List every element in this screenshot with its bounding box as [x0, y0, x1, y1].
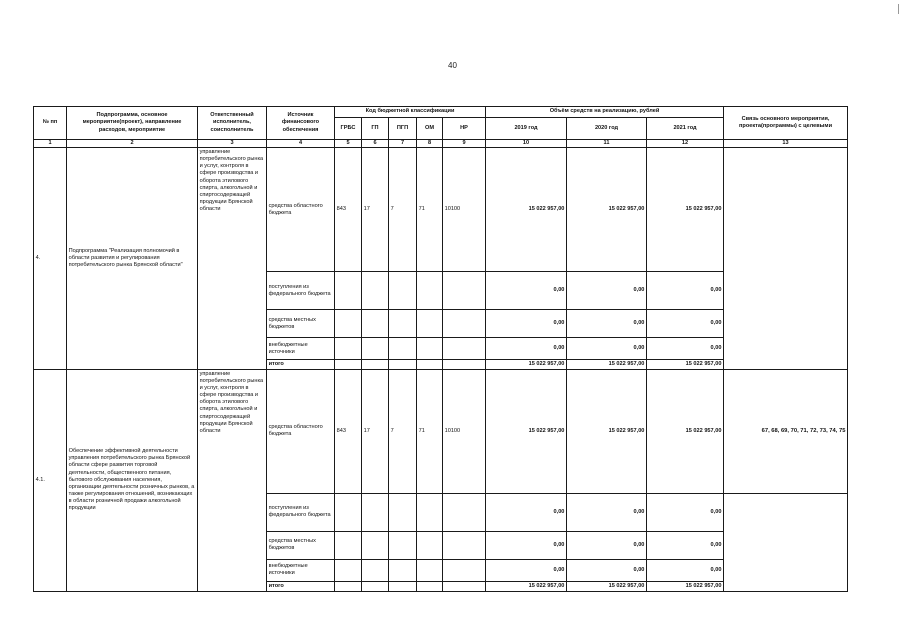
code-grbs: 843 [335, 148, 362, 272]
code-grbs [335, 493, 362, 531]
table-row [34, 369, 848, 493]
row-number: 4. [34, 148, 67, 370]
funding-source: внебюджетные источники [267, 338, 335, 360]
table-row [34, 148, 848, 272]
code-grbs: 843 [335, 369, 362, 493]
code-pgp [389, 338, 417, 360]
amount-2021: 0,00 [647, 531, 724, 559]
code-om: 71 [417, 148, 443, 272]
col-number: 10 [486, 140, 567, 148]
col-number: 1 [34, 140, 67, 148]
header-executor: Ответственный исполнитель, соисполнитель [198, 107, 267, 140]
header-link: Связь основного мероприятия, проекта(программы) с целевыми [724, 107, 848, 140]
header-num: № пп [34, 107, 67, 140]
code-gp [362, 360, 389, 370]
code-om [417, 360, 443, 370]
col-number: 5 [335, 140, 362, 148]
code-grbs [335, 338, 362, 360]
amount-2019: 15 022 957,00 [486, 369, 567, 493]
col-number: 6 [362, 140, 389, 148]
amount-2021: 0,00 [647, 272, 724, 310]
amount-2021: 0,00 [647, 310, 724, 338]
funding-source-total: итого [267, 581, 335, 591]
code-nr [443, 360, 486, 370]
header-2021: 2021 год [647, 118, 724, 140]
amount-2019: 0,00 [486, 531, 567, 559]
code-om [417, 272, 443, 310]
code-pgp: 7 [389, 369, 417, 493]
amount-2021: 0,00 [647, 559, 724, 581]
amount-2020: 0,00 [567, 531, 647, 559]
code-pgp: 7 [389, 148, 417, 272]
total-2021: 15 022 957,00 [647, 360, 724, 370]
code-nr [443, 531, 486, 559]
funding-source: поступления из федерального бюджета [267, 272, 335, 310]
amount-2020: 0,00 [567, 493, 647, 531]
amount-2020: 15 022 957,00 [567, 148, 647, 272]
header-2019: 2019 год [486, 118, 567, 140]
code-pgp [389, 559, 417, 581]
page-number: 40 [448, 61, 457, 70]
col-number: 12 [647, 140, 724, 148]
code-pgp [389, 272, 417, 310]
code-nr [443, 310, 486, 338]
col-number: 2 [67, 140, 198, 148]
code-gp [362, 493, 389, 531]
header-source: Источник финансового обеспечения [267, 107, 335, 140]
header-name: Подпрограмма, основное мероприятие(проект), направление расходов, мероприятие [67, 107, 198, 140]
code-gp [362, 559, 389, 581]
code-nr [443, 493, 486, 531]
measure-name: Обеспечение эффективной деятельности управления потребительского рынка Брянской области сфере развития торговой деятельности, общественного питания, бытового обслуживания населения, организации деятельности розничных рынков, а также регулирования отношений, возникающих в области розничной продажи алкогольной продукции [67, 369, 198, 591]
amount-2020: 0,00 [567, 559, 647, 581]
row-number: 4.1. [34, 369, 67, 591]
amount-2020: 0,00 [567, 272, 647, 310]
code-om [417, 310, 443, 338]
executor: управление потребительского рынка и услуг, контроля в сфере производства и оборота этилового спирта, алкогольной и спиртосодержащей продукции Брянской области [198, 148, 267, 370]
header-2020: 2020 год [567, 118, 647, 140]
code-grbs [335, 310, 362, 338]
header-gp: ГП [362, 118, 389, 140]
code-pgp [389, 493, 417, 531]
code-grbs [335, 360, 362, 370]
code-gp [362, 310, 389, 338]
code-pgp [389, 531, 417, 559]
total-2021: 15 022 957,00 [647, 581, 724, 591]
col-number: 13 [724, 140, 848, 148]
code-nr: 10100 [443, 369, 486, 493]
measure-name: Подпрограмма "Реализация полномочий в области развития и регулирования потребительского рынка Брянской области" [67, 148, 198, 370]
amount-2019: 0,00 [486, 338, 567, 360]
col-number: 4 [267, 140, 335, 148]
header-volume-group: Объём средств на реализацию, рублей [486, 107, 724, 118]
code-om [417, 493, 443, 531]
funding-source: средства местных бюджетов [267, 531, 335, 559]
code-nr [443, 338, 486, 360]
code-grbs [335, 581, 362, 591]
amount-2020: 15 022 957,00 [567, 369, 647, 493]
amount-2021: 15 022 957,00 [647, 148, 724, 272]
funding-source: внебюджетные источники [267, 559, 335, 581]
funding-source: средства областного бюджета [267, 369, 335, 493]
code-grbs [335, 272, 362, 310]
code-pgp [389, 360, 417, 370]
code-om: 71 [417, 369, 443, 493]
code-om [417, 559, 443, 581]
amount-2021: 0,00 [647, 338, 724, 360]
total-2019: 15 022 957,00 [486, 581, 567, 591]
total-2019: 15 022 957,00 [486, 360, 567, 370]
col-number: 7 [389, 140, 417, 148]
col-number: 9 [443, 140, 486, 148]
code-om [417, 531, 443, 559]
funding-source-total: итого [267, 360, 335, 370]
code-nr: 10100 [443, 148, 486, 272]
col-number: 8 [417, 140, 443, 148]
scan-edge-mark [898, 4, 899, 14]
target-links [724, 148, 848, 370]
total-2020: 15 022 957,00 [567, 360, 647, 370]
code-gp: 17 [362, 148, 389, 272]
amount-2019: 0,00 [486, 493, 567, 531]
header-nr: НР [443, 118, 486, 140]
budget-table [33, 106, 848, 592]
code-pgp [389, 581, 417, 591]
code-gp [362, 581, 389, 591]
code-nr [443, 559, 486, 581]
col-number: 3 [198, 140, 267, 148]
amount-2020: 0,00 [567, 310, 647, 338]
header-om: ОМ [417, 118, 443, 140]
amount-2019: 0,00 [486, 272, 567, 310]
header-kbk-group: Код бюджетной классификации [335, 107, 486, 118]
amount-2019: 0,00 [486, 559, 567, 581]
amount-2019: 0,00 [486, 310, 567, 338]
amount-2019: 15 022 957,00 [486, 148, 567, 272]
header-grbs: ГРБС [335, 118, 362, 140]
target-links: 67, 68, 69, 70, 71, 72, 73, 74, 75 [724, 369, 848, 493]
header-pgp: ПГП [389, 118, 417, 140]
amount-2021: 15 022 957,00 [647, 369, 724, 493]
code-nr [443, 581, 486, 591]
target-links-empty [724, 493, 848, 591]
code-gp [362, 272, 389, 310]
funding-source: поступления из федерального бюджета [267, 493, 335, 531]
funding-source: средства местных бюджетов [267, 310, 335, 338]
code-pgp [389, 310, 417, 338]
total-2020: 15 022 957,00 [567, 581, 647, 591]
amount-2021: 0,00 [647, 493, 724, 531]
funding-source: средства областного бюджета [267, 148, 335, 272]
amount-2020: 0,00 [567, 338, 647, 360]
code-gp [362, 531, 389, 559]
code-grbs [335, 531, 362, 559]
executor: управление потребительского рынка и услуг, контроля в сфере производства и оборота этилового спирта, алкогольной и спиртосодержащей продукции Брянской области [198, 369, 267, 591]
col-number: 11 [567, 140, 647, 148]
code-gp [362, 338, 389, 360]
code-nr [443, 272, 486, 310]
code-grbs [335, 559, 362, 581]
code-om [417, 338, 443, 360]
code-om [417, 581, 443, 591]
code-gp: 17 [362, 369, 389, 493]
